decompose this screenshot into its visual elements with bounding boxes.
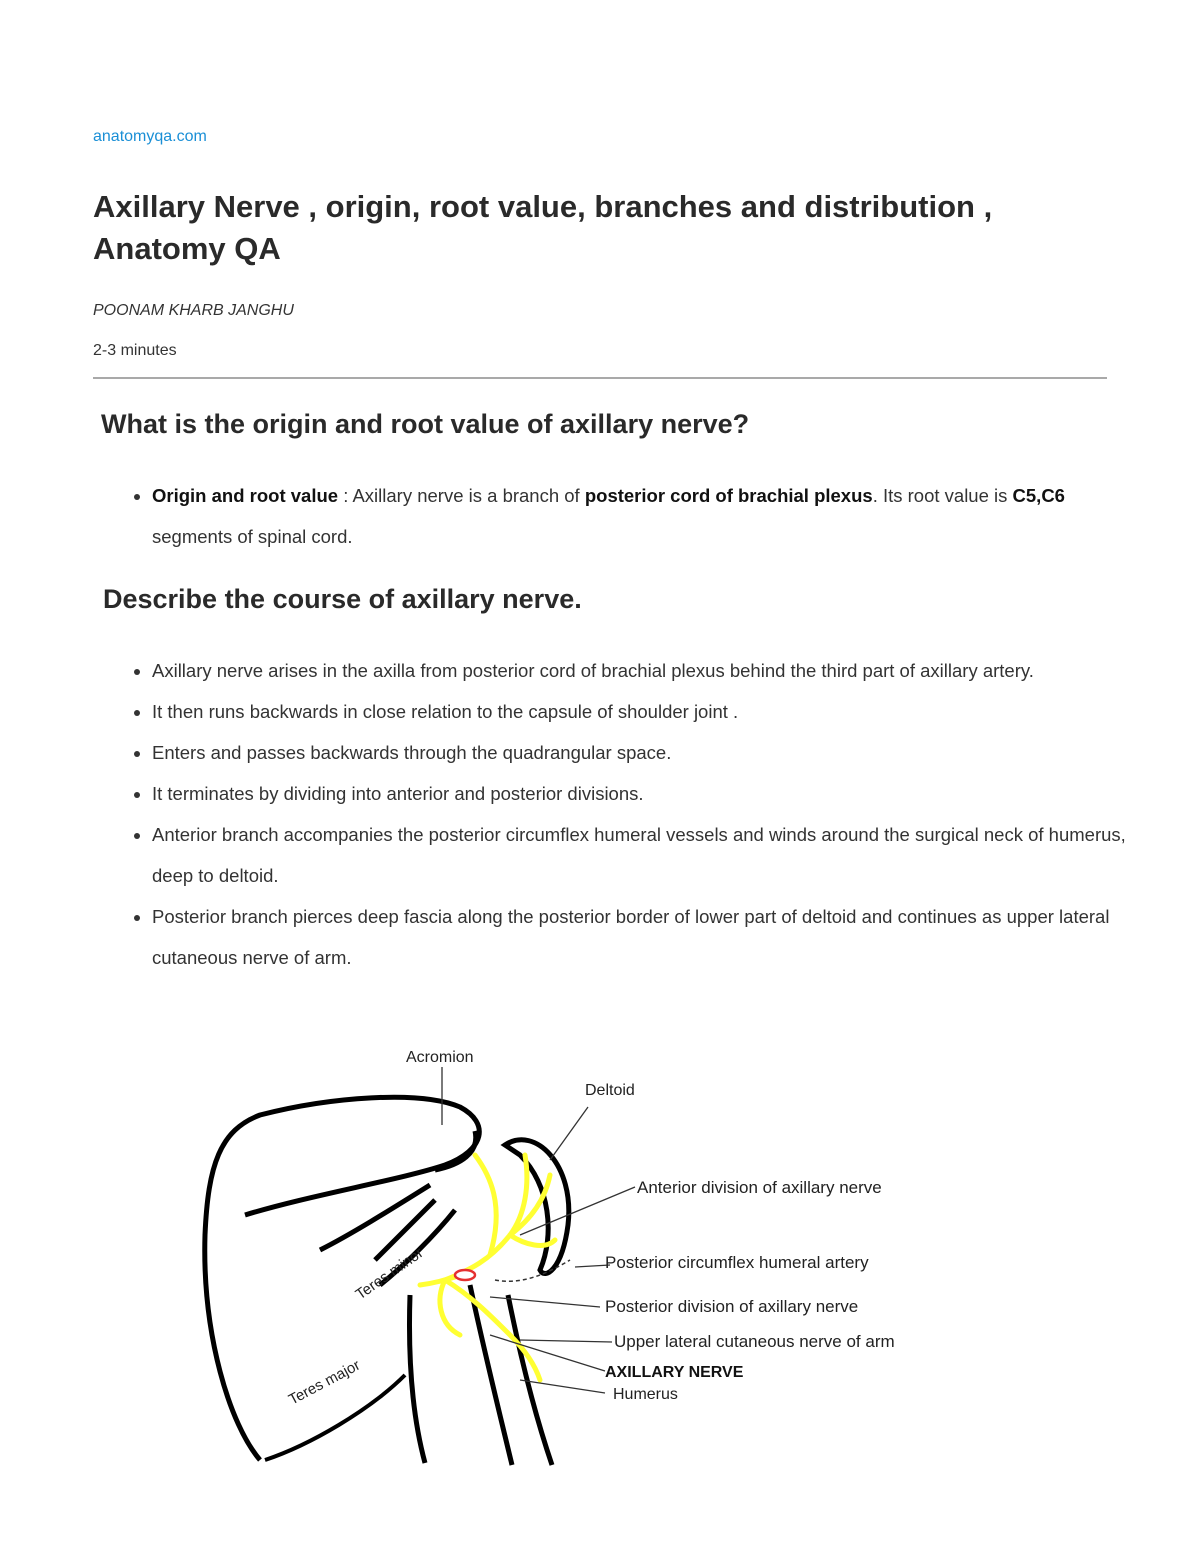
label-posterior-division: Posterior division of axillary nerve xyxy=(605,1297,859,1316)
course-list xyxy=(120,650,1132,978)
section-heading-course: Describe the course of axillary nerve. xyxy=(103,584,582,614)
label-humerus: Humerus xyxy=(613,1386,678,1403)
section-heading-origin: What is the origin and root value of axillary nerve? xyxy=(101,409,750,439)
label-acromion: Acromion xyxy=(406,1049,474,1066)
list-item: • Axillary nerve arises in the axilla from posterior cord of brachial plexus behind the third part of axillary artery. xyxy=(152,650,1132,691)
label-upper-lateral: Upper lateral cutaneous nerve of arm xyxy=(614,1332,895,1351)
label-deltoid: Deltoid xyxy=(585,1082,635,1099)
list-item: • Enters and passes backwards through the quadrangular space. xyxy=(152,732,1132,773)
site-link[interactable]: anatomyqa.com xyxy=(93,128,207,145)
list-item: • Anterior branch accompanies the posterior circumflex humeral vessels and winds around the surgical neck of humerus, deep to deltoid. xyxy=(152,814,1132,896)
read-time: 2-3 minutes xyxy=(93,342,177,359)
list-item: • Origin and root value : Axillary nerve is a branch of posterior cord of brachial plexus. Its root value is C5,C6 segments of spinal cord. xyxy=(152,475,1132,557)
author-name: POONAM KHARB JANGHU xyxy=(93,302,294,319)
label-teres-minor: Teres minor xyxy=(352,1244,427,1304)
nerve-branches xyxy=(420,1155,555,1380)
label-teres-major: Teres major xyxy=(285,1356,364,1409)
root-value: C5,C6 xyxy=(1012,485,1065,506)
diagram-svg xyxy=(190,1035,970,1475)
spine-line-1 xyxy=(320,1185,430,1250)
spine-line-2 xyxy=(375,1200,435,1260)
list-item: • It terminates by dividing into anterior and posterior divisions. xyxy=(152,773,1132,814)
axillary-nerve-diagram xyxy=(190,1035,970,1475)
list-item: • It then runs backwards in close relation to the capsule of shoulder joint . xyxy=(152,691,1132,732)
artery-section xyxy=(455,1270,475,1280)
list-item: • Posterior branch pierces deep fascia along the posterior border of lower part of deltoid and continues as upper lateral cutaneous nerve of arm. xyxy=(152,896,1132,978)
humerus-shaft-right xyxy=(508,1295,552,1465)
label-posterior-circumflex: Posterior circumflex humeral artery xyxy=(605,1253,869,1272)
lateral-border-line xyxy=(410,1295,425,1463)
label-anterior-division: Anterior division of axillary nerve xyxy=(637,1178,882,1197)
origin-list xyxy=(120,475,1132,557)
teres-major-line xyxy=(265,1375,405,1460)
article-title: Axillary Nerve , origin, root value, branches and distribution , Anatomy QA xyxy=(93,189,993,266)
scapula-outline xyxy=(205,1097,480,1460)
posterior-cord-term: posterior cord of brachial plexus xyxy=(584,485,873,506)
humerus-shaft-left xyxy=(470,1285,512,1465)
label-axillary-nerve: AXILLARY NERVE xyxy=(605,1364,744,1381)
origin-label: Origin and root value xyxy=(152,485,339,506)
divider xyxy=(93,377,1107,379)
